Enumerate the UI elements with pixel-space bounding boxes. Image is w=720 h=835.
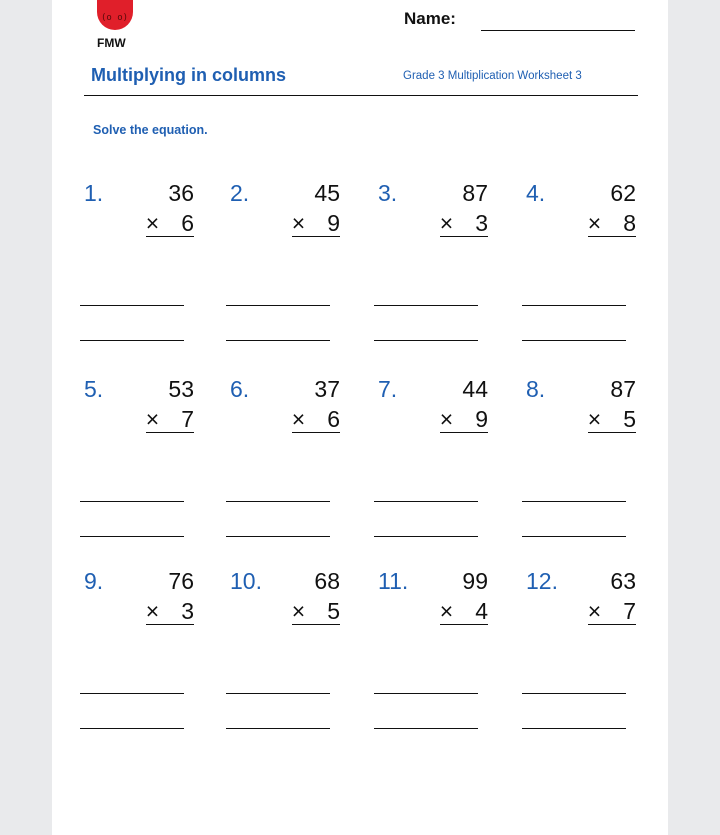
multiplier-row — [292, 406, 340, 433]
name-label: Name: — [404, 9, 456, 28]
problem-number: 6. — [230, 376, 250, 402]
multiplier-row — [440, 406, 488, 433]
times-sign: × — [145, 406, 160, 432]
answer-line-2[interactable] — [522, 536, 626, 537]
problem-7 — [378, 376, 488, 456]
logo-text: FMW — [97, 36, 126, 50]
problem-number: 11. — [378, 568, 409, 594]
problem-number: 10. — [230, 568, 262, 594]
multiplier: 6 — [181, 210, 194, 236]
problem-9 — [84, 568, 194, 648]
answer-line-1[interactable] — [374, 501, 478, 502]
problem-number: 7. — [378, 376, 398, 402]
multiplier-row — [146, 406, 194, 433]
multiplier-row — [588, 210, 636, 237]
multiplicand: 53 — [168, 376, 194, 402]
times-sign: × — [145, 210, 160, 236]
problem-number: 5. — [84, 376, 104, 402]
multiplier-row — [146, 210, 194, 237]
times-sign: × — [291, 210, 306, 236]
times-sign: × — [291, 406, 306, 432]
problem-6 — [230, 376, 340, 456]
multiplier-row — [588, 406, 636, 433]
multiplier: 3 — [475, 210, 488, 236]
problem-2 — [230, 180, 340, 260]
times-sign: × — [587, 598, 602, 624]
answer-line-1[interactable] — [80, 501, 184, 502]
times-sign: × — [291, 598, 306, 624]
problem-number: 8. — [526, 376, 546, 402]
problem-number: 9. — [84, 568, 104, 594]
problem-10 — [230, 568, 340, 648]
multiplicand: 36 — [168, 180, 194, 206]
multiplicand: 87 — [462, 180, 488, 206]
answer-line-1[interactable] — [80, 305, 184, 306]
answer-line-1[interactable] — [80, 693, 184, 694]
times-sign: × — [439, 210, 454, 236]
answer-line-2[interactable] — [80, 536, 184, 537]
instruction-text: Solve the equation. — [93, 123, 208, 137]
problem-number: 2. — [230, 180, 250, 206]
multiplicand: 68 — [314, 568, 340, 594]
problem-number: 4. — [526, 180, 546, 206]
multiplier: 8 — [623, 210, 636, 236]
times-sign: × — [587, 406, 602, 432]
worksheet-subtitle: Grade 3 Multiplication Worksheet 3 — [403, 70, 582, 82]
multiplier: 7 — [623, 598, 636, 624]
answer-line-2[interactable] — [374, 536, 478, 537]
answer-line-1[interactable] — [522, 501, 626, 502]
answer-line-1[interactable] — [522, 305, 626, 306]
answer-line-2[interactable] — [80, 340, 184, 341]
name-field-line[interactable] — [481, 30, 635, 31]
multiplier-row — [292, 598, 340, 625]
multiplicand: 62 — [610, 180, 636, 206]
multiplier: 9 — [327, 210, 340, 236]
answer-line-1[interactable] — [374, 693, 478, 694]
multiplier: 9 — [475, 406, 488, 432]
problem-12 — [526, 568, 636, 648]
multiplier: 4 — [475, 598, 488, 624]
problem-number: 1. — [84, 180, 104, 206]
multiplicand: 76 — [168, 568, 194, 594]
problem-11 — [378, 568, 488, 648]
multiplier-row — [146, 598, 194, 625]
header-divider — [84, 95, 638, 96]
multiplicand: 37 — [314, 376, 340, 402]
multiplicand: 44 — [462, 376, 488, 402]
answer-line-2[interactable] — [522, 340, 626, 341]
problem-5 — [84, 376, 194, 456]
times-sign: × — [439, 406, 454, 432]
answer-line-2[interactable] — [226, 340, 330, 341]
multiplier-row — [440, 598, 488, 625]
answer-line-1[interactable] — [522, 693, 626, 694]
answer-line-1[interactable] — [374, 305, 478, 306]
answer-line-2[interactable] — [374, 728, 478, 729]
answer-line-1[interactable] — [226, 693, 330, 694]
multiplier: 5 — [623, 406, 636, 432]
multiplier-row — [440, 210, 488, 237]
multiplier: 7 — [181, 406, 194, 432]
multiplier-row — [588, 598, 636, 625]
times-sign: × — [587, 210, 602, 236]
problem-number: 12. — [526, 568, 558, 594]
multiplicand: 45 — [314, 180, 340, 206]
multiplier: 5 — [327, 598, 340, 624]
worksheet-title: Multiplying in columns — [91, 65, 286, 85]
problem-4 — [526, 180, 636, 260]
multiplier: 3 — [181, 598, 194, 624]
multiplier: 6 — [327, 406, 340, 432]
multiplicand: 99 — [462, 568, 488, 594]
times-sign: × — [439, 598, 454, 624]
answer-line-2[interactable] — [226, 728, 330, 729]
multiplicand: 87 — [610, 376, 636, 402]
problem-8 — [526, 376, 636, 456]
logo-face: (o o) — [101, 13, 129, 23]
problem-1 — [84, 180, 194, 260]
multiplicand: 63 — [610, 568, 636, 594]
answer-line-2[interactable] — [374, 340, 478, 341]
problem-3 — [378, 180, 488, 260]
times-sign: × — [145, 598, 160, 624]
answer-line-1[interactable] — [226, 305, 330, 306]
problem-number: 3. — [378, 180, 398, 206]
answer-line-2[interactable] — [522, 728, 626, 729]
answer-line-2[interactable] — [226, 536, 330, 537]
answer-line-1[interactable] — [226, 501, 330, 502]
multiplier-row — [292, 210, 340, 237]
answer-line-2[interactable] — [80, 728, 184, 729]
